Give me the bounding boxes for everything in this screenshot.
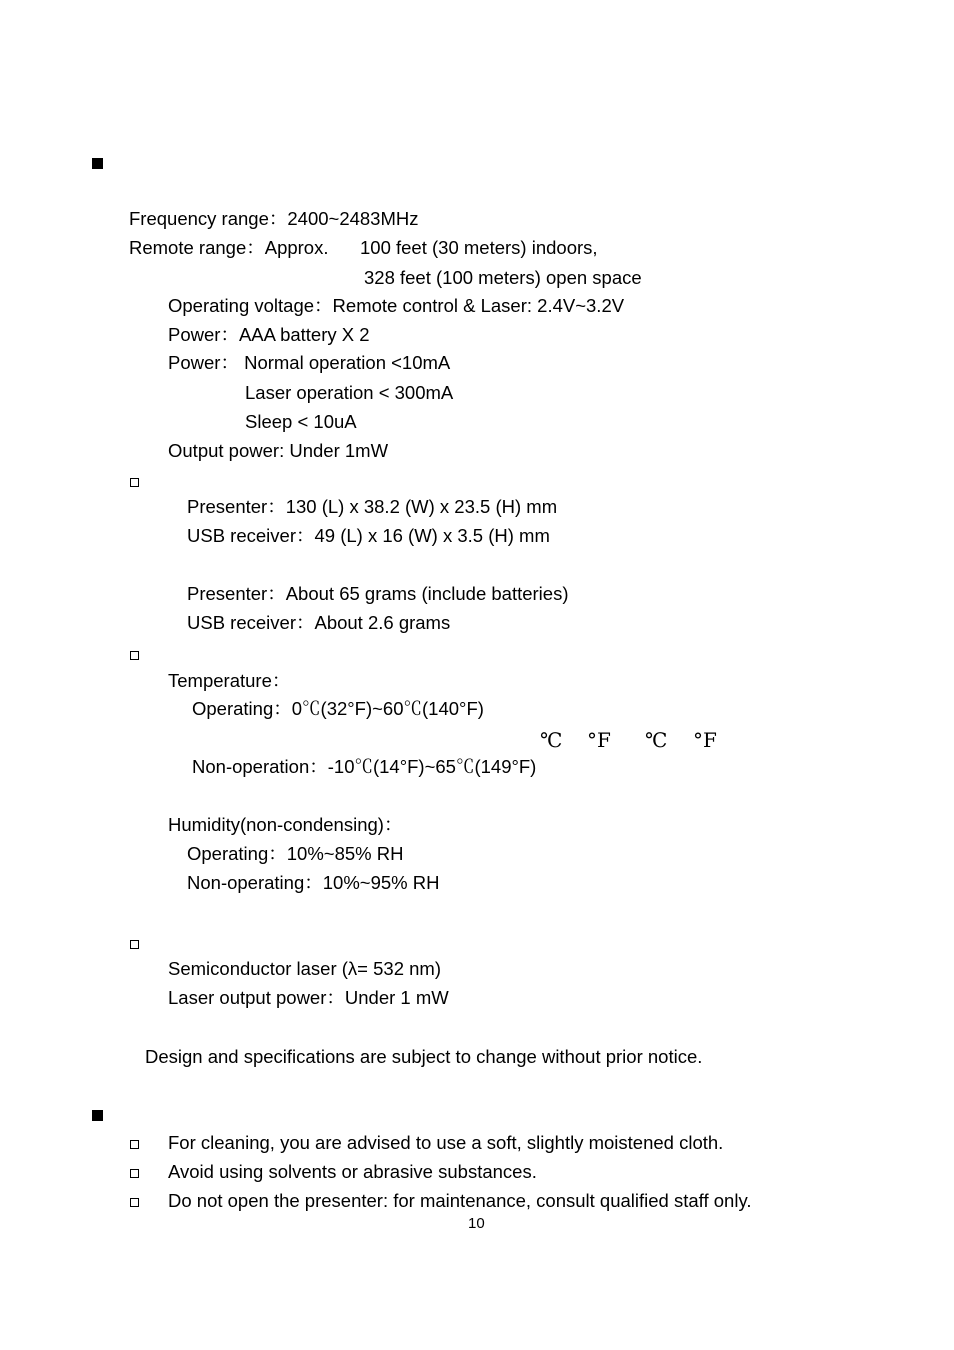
unit-fahrenheit-1: °F: [587, 728, 611, 752]
subsection-bullet-dimensions: [130, 478, 139, 487]
temperature-label: Temperature：: [168, 670, 291, 691]
unit-celsius-2: ℃: [645, 728, 668, 752]
power-sleep: Sleep < 10uA: [245, 411, 357, 432]
temperature-operating: Operating：0℃(32°F)~60℃(140°F): [192, 698, 484, 719]
remote-range-label: Remote range：Approx.: [129, 237, 329, 258]
unit-fahrenheit-2: °F: [693, 728, 717, 752]
maintenance-item: Do not open the presenter: for maintenance, consult qualified staff only.: [168, 1190, 752, 1211]
output-power: Output power: Under 1mW: [168, 440, 389, 461]
humidity-label: Humidity(non-condensing)：: [168, 814, 403, 835]
weight-presenter: Presenter：About 65 grams (include batteries): [187, 583, 569, 604]
laser-output-power: Laser output power：Under 1 mW: [168, 987, 449, 1008]
remote-range-indoors: 100 feet (30 meters) indoors,: [360, 237, 598, 258]
remote-range-open-space: 328 feet (100 meters) open space: [364, 267, 642, 288]
unit-celsius-1: ℃: [540, 728, 563, 752]
humidity-operating: Operating：10%~85% RH: [187, 843, 404, 864]
dimension-usb-receiver: USB receiver：49 (L) x 16 (W) x 3.5 (H) mm: [187, 525, 550, 546]
maintenance-bullet: [130, 1198, 139, 1207]
weight-usb-receiver: USB receiver：About 2.6 grams: [187, 612, 451, 633]
humidity-non-operating: Non-operating：10%~95% RH: [187, 872, 440, 893]
maintenance-item: Avoid using solvents or abrasive substances.: [168, 1161, 537, 1182]
frequency-range: Frequency range：2400~2483MHz: [129, 208, 419, 229]
section-bullet-specifications: [92, 158, 103, 169]
power-laser: Laser operation < 300mA: [245, 382, 454, 403]
laser-type: Semiconductor laser (λ= 532 nm): [168, 958, 441, 979]
specifications-notice: Design and specifications are subject to change without prior notice.: [145, 1046, 703, 1067]
temperature-non-operation: Non-operation：-10℃(14°F)~65℃(149°F): [192, 756, 537, 777]
power-normal: Power： Normal operation <10mA: [168, 352, 451, 373]
dimension-presenter: Presenter：130 (L) x 38.2 (W) x 23.5 (H) mm: [187, 496, 558, 517]
subsection-bullet-laser: [130, 940, 139, 949]
operating-voltage: Operating voltage：Remote control & Laser: 2.4V~3.2V: [168, 295, 625, 316]
page-number: 10: [468, 1215, 485, 1232]
section-bullet-maintenance: [92, 1110, 103, 1121]
maintenance-item: For cleaning, you are advised to use a soft, slightly moistened cloth.: [168, 1132, 724, 1153]
power-battery: Power：AAA battery X 2: [168, 324, 370, 345]
maintenance-bullet: [130, 1169, 139, 1178]
maintenance-bullet: [130, 1140, 139, 1149]
subsection-bullet-environment: [130, 651, 139, 660]
